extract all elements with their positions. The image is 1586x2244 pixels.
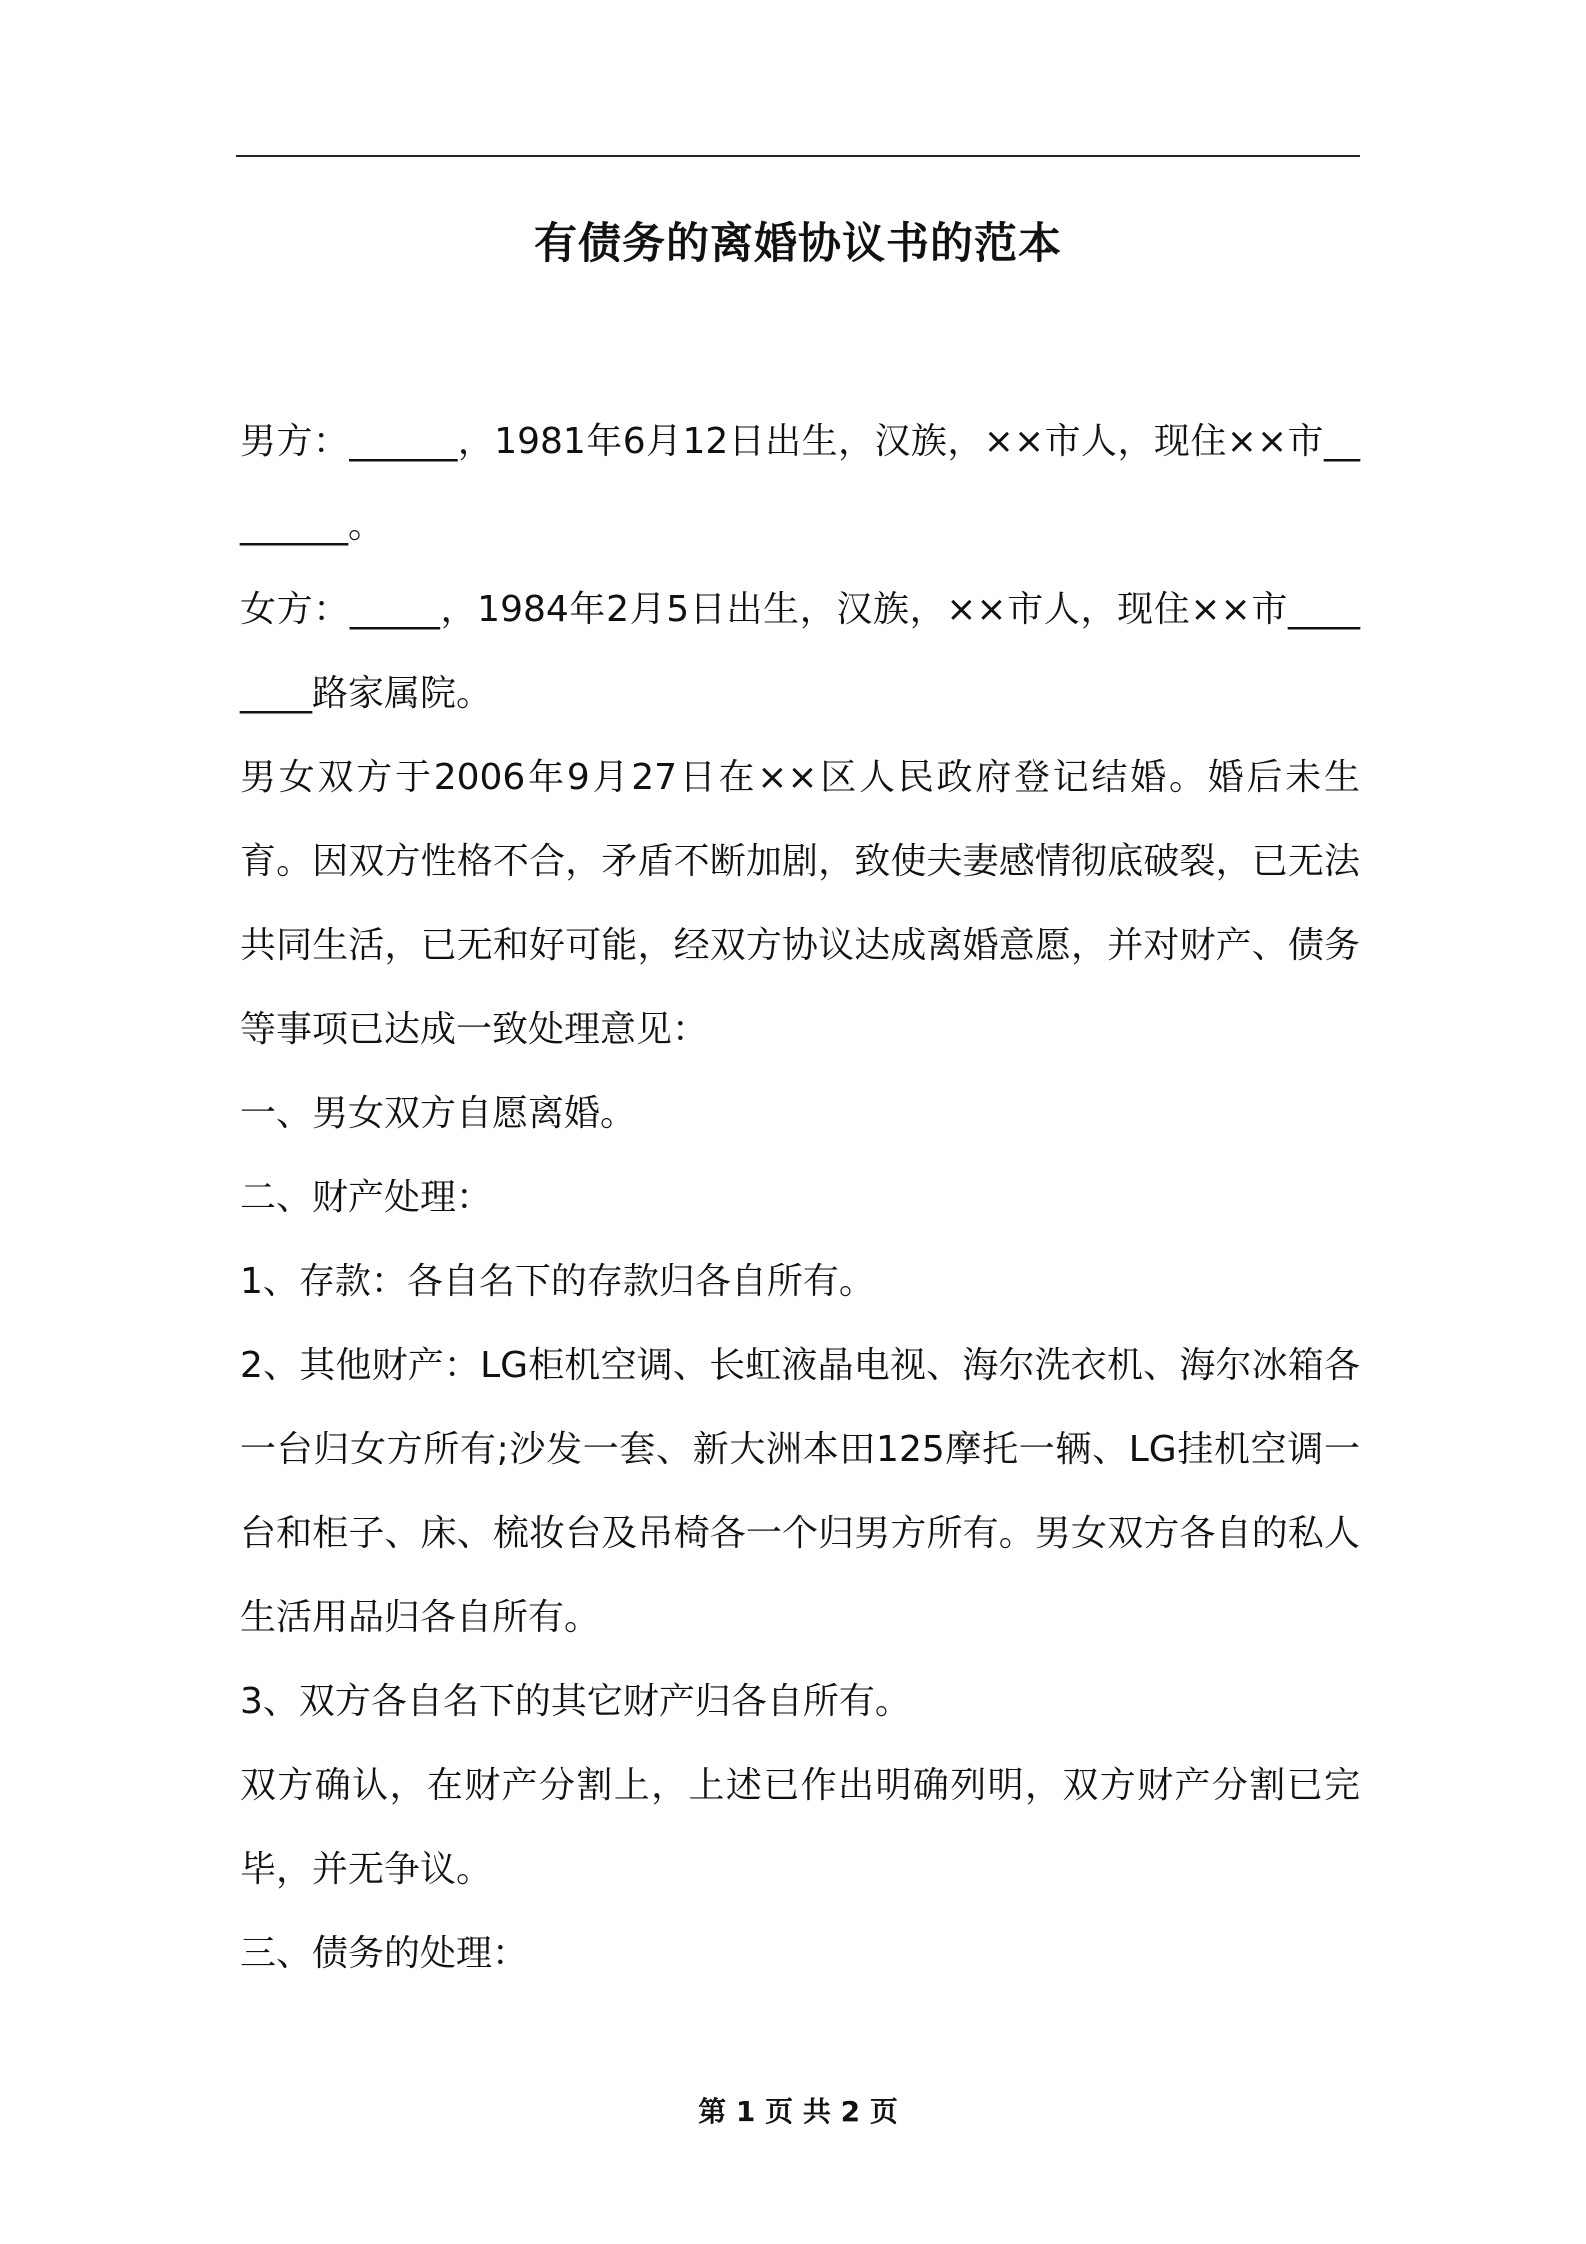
clause-property-heading: 二、财产处理： — [240, 1177, 493, 1218]
female-party-paragraph: 女方：_____，1984年2月5日出生，汉族，××市人，现住××市________路家属院。 — [240, 589, 1360, 714]
header-rule — [236, 155, 1360, 157]
property-confirmation-paragraph: 双方确认，在财产分割上，上述已作出明确列明，双方财产分割已完毕，并无争议。 — [240, 1765, 1360, 1890]
document-body — [240, 400, 1360, 1996]
property-item-remaining: 3、双方各自名下的其它财产归各自所有。 — [240, 1681, 911, 1722]
property-item-savings: 1、存款：各自名下的存款归各自所有。 — [240, 1261, 875, 1302]
male-party-paragraph: 男方：______，1981年6月12日出生，汉族，××市人，现住××市________。 — [240, 421, 1360, 546]
page-number: 第 1 页 共 2 页 — [698, 2095, 898, 2128]
property-item-other: 2、其他财产：LG柜机空调、长虹液晶电视、海尔洗衣机、海尔冰箱各一台归女方所有;沙发一套、新大洲本田125摩托一辆、LG挂机空调一台和柜子、床、梳妆台及吊椅各一个归男方所有。男女双方各自的私人生活用品归各自所有。 — [240, 1345, 1360, 1638]
clause-debt-heading: 三、债务的处理： — [240, 1933, 529, 1974]
document-title: 有债务的离婚协议书的范本 — [534, 219, 1062, 269]
clause-divorce-heading: 一、男女双方自愿离婚。 — [240, 1093, 637, 1134]
marriage-background-paragraph: 男女双方于2006年9月27日在××区人民政府登记结婚。婚后未生育。因双方性格不合，矛盾不断加剧，致使夫妻感情彻底破裂，已无法共同生活，已无和好可能，经双方协议达成离婚意愿，并对财产、债务等事项已达成一致处理意见： — [240, 757, 1360, 1050]
